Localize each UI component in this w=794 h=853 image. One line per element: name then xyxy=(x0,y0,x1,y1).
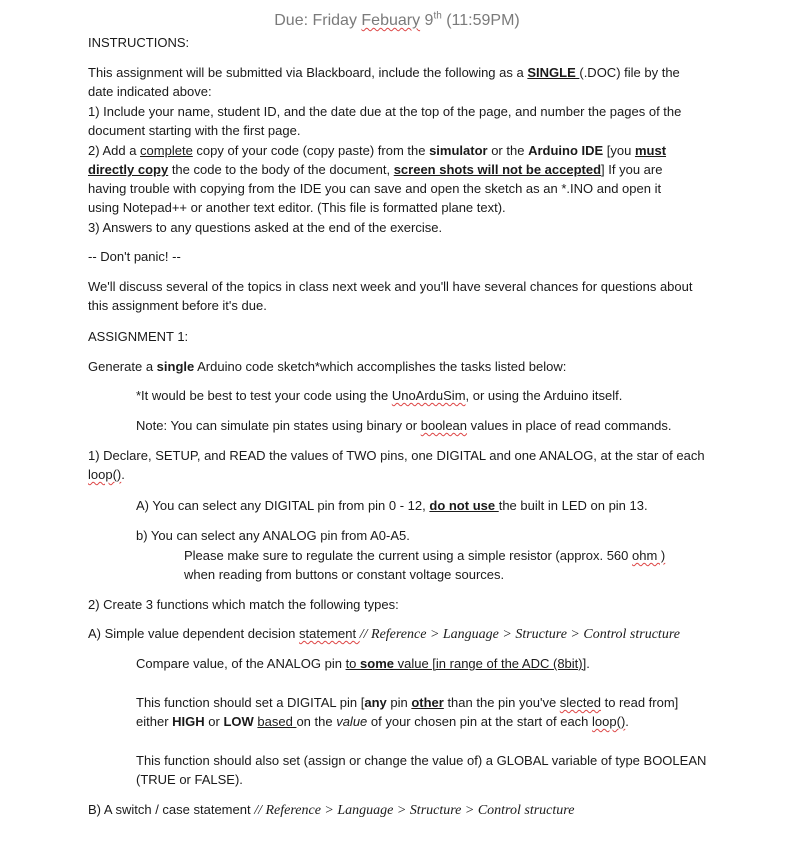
intro-text-b: (.DOC) file by the xyxy=(579,65,680,80)
step1b-note-text: Please make sure to regulate the current using a simple resistor (approx. 560 xyxy=(184,548,633,563)
funcB-reference: // Reference > Language > Structure > Control structure xyxy=(254,803,575,818)
set-any: any xyxy=(364,695,387,710)
discuss-line-1: We'll discuss several of the topics in class next week and you'll have several chances for questions about xyxy=(88,279,693,294)
due-time: (11:59PM) xyxy=(441,12,520,29)
funcA-reference: // Reference > Language > Structure > Control structure xyxy=(359,627,680,642)
set-text-c: than the pin you've xyxy=(443,695,560,710)
instructions-title: INSTRUCTIONS: xyxy=(88,35,190,50)
note2-boolean: boolean xyxy=(420,418,468,433)
set-text-b: pin xyxy=(386,695,412,710)
step1b-line: b) You can select any ANALOG pin from A0-A5. xyxy=(136,528,410,543)
discuss-line-2: this assignment before it's due. xyxy=(88,298,267,313)
item2-text-5: the code to the body of the document, xyxy=(168,162,394,177)
compare-value: value [in range of the ADC (8bit)] xyxy=(394,656,587,671)
set-line-2 xyxy=(136,712,766,731)
due-month: Febuary xyxy=(361,12,421,29)
either-end: . xyxy=(625,714,629,729)
either-high: HIGH xyxy=(172,714,205,729)
note-simulator-line xyxy=(136,386,766,405)
item2-line-4: using Notepad++ or another text editor. (This file is formatted plane text). xyxy=(88,200,506,215)
generate-line xyxy=(88,357,718,376)
either-text-e: of your chosen pin at the start of each xyxy=(367,714,593,729)
due-day: 9 xyxy=(420,12,434,29)
step1-loop: loop() xyxy=(88,467,122,482)
set-line-1 xyxy=(136,693,766,712)
intro-line-1 xyxy=(88,63,718,82)
global-line-1: This function should also set (assign or change the value of) a GLOBAL variable of type BOOLEAN xyxy=(136,753,707,768)
item2-ide: Arduino IDE xyxy=(528,143,604,158)
funcB-line xyxy=(88,800,718,820)
item3-line: 3) Answers to any questions asked at the end of the exercise. xyxy=(88,220,443,235)
item2-line-3: having trouble with copying from the IDE you can save and open the sketch as an *.INO and open it xyxy=(88,181,662,196)
item2-text-4: [you xyxy=(603,143,635,158)
gen-text: Generate a xyxy=(88,359,157,374)
step1b-note-line-1 xyxy=(184,546,794,565)
note2-text: Note: You can simulate pin states using binary or xyxy=(136,418,421,433)
either-text-b: or xyxy=(204,714,224,729)
due-date-header xyxy=(0,11,794,31)
compare-some: some xyxy=(360,656,394,671)
item1-line-1: 1) Include your name, student ID, and the date due at the top of the page, and number the pages of the xyxy=(88,104,682,119)
either-loop: loop() xyxy=(592,714,626,729)
item2-text-6: ] If you are xyxy=(601,162,663,177)
step1b-note-line-2: when reading from buttons or constant voltage sources. xyxy=(184,567,505,582)
funcA-text: A) Simple value dependent decision xyxy=(88,626,300,641)
item2-line-2 xyxy=(88,160,718,179)
item2-must: must xyxy=(634,143,667,158)
item2-line-1 xyxy=(88,141,718,160)
compare-line xyxy=(136,654,766,673)
step1A-text: A) You can select any DIGITAL pin from pin 0 - 12, xyxy=(136,498,430,513)
intro-single: SINGLE xyxy=(527,65,580,80)
either-text-d: on the xyxy=(296,714,337,729)
dont-panic: -- Don't panic! -- xyxy=(88,249,181,264)
step1A-line xyxy=(136,496,766,515)
funcA-line xyxy=(88,624,718,644)
note1-unoardusim: UnoArduSim xyxy=(391,388,466,403)
set-slected: slected xyxy=(559,695,601,710)
item2-text-2: copy of your code (copy paste) from the xyxy=(192,143,430,158)
assignment-title: ASSIGNMENT 1: xyxy=(88,329,189,344)
item2-complete: complete xyxy=(140,143,193,158)
intro-text: This assignment will be submitted via Blackboard, include the following as a xyxy=(88,65,528,80)
set-text: This function should set a DIGITAL pin [ xyxy=(136,695,365,710)
note2-text-b: values in place of read commands. xyxy=(467,418,672,433)
note-boolean-line xyxy=(136,416,766,435)
item1-line-2: document starting with the first page. xyxy=(88,123,301,138)
intro-line-2: date indicated above: xyxy=(88,84,212,99)
step1A-text-b: the built in LED on pin 13. xyxy=(498,498,648,513)
set-other: other xyxy=(411,695,444,710)
gen-text-b: Arduino code sketch*which accomplishes the tasks listed below: xyxy=(194,359,567,374)
compare-text: Compare value, of the ANALOG pin xyxy=(136,656,346,671)
item2-screenshots: screen shots will not be accepted xyxy=(393,162,602,177)
item2-text-3: or the xyxy=(487,143,529,158)
either-low: LOW xyxy=(223,714,254,729)
global-line-2: (TRUE or FALSE). xyxy=(136,772,243,787)
item2-text: 2) Add a xyxy=(88,143,141,158)
either-value: value xyxy=(336,714,368,729)
funcA-statement: statement xyxy=(299,626,360,641)
step2-line: 2) Create 3 functions which match the following types: xyxy=(88,597,399,612)
step1-line-2 xyxy=(88,465,718,484)
item2-directly-copy: directly copy xyxy=(88,162,169,177)
step1-line-1: 1) Declare, SETUP, and READ the values of TWO pins, one DIGITAL and one ANALOG, at the star of each xyxy=(88,448,705,463)
note1-text-b: , or using the Arduino itself. xyxy=(465,388,623,403)
item2-simulator: simulator xyxy=(429,143,488,158)
compare-to: to xyxy=(345,656,361,671)
due-day-suffix: th xyxy=(433,10,442,22)
set-text-d: to read from] xyxy=(600,695,679,710)
due-prefix: Due: Friday xyxy=(274,12,362,29)
gen-single: single xyxy=(156,359,195,374)
either-text: either xyxy=(136,714,173,729)
step1-end: . xyxy=(121,467,125,482)
funcB-text: B) A switch / case statement xyxy=(88,802,255,817)
either-based: based xyxy=(257,714,297,729)
compare-end: . xyxy=(586,656,590,671)
note1-text: *It would be best to test your code using the xyxy=(136,388,392,403)
step1A-do-not-use: do not use xyxy=(429,498,499,513)
step1b-ohm: ohm ) xyxy=(632,548,666,563)
